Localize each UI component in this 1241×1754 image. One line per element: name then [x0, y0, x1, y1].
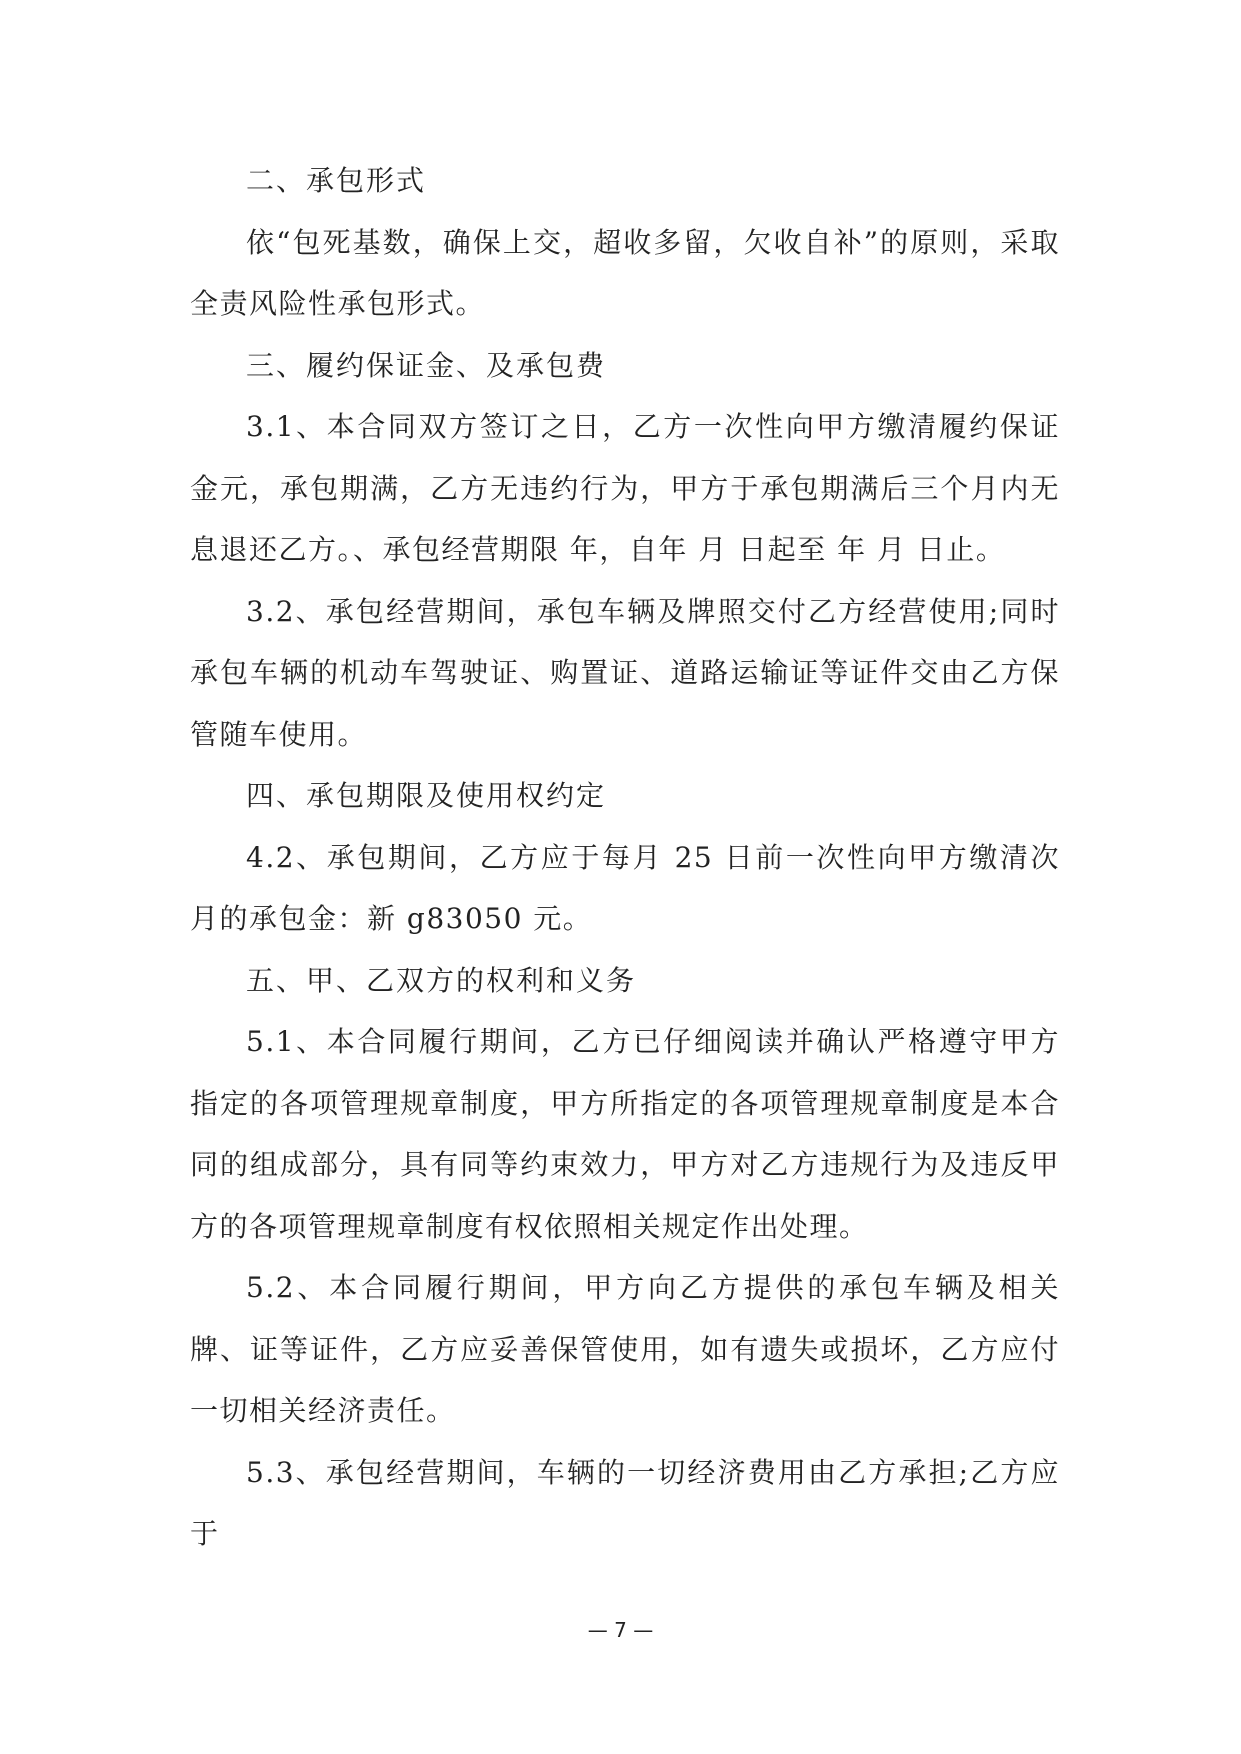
section-heading: 四、承包期限及使用权约定: [246, 779, 607, 812]
page-number: — 7 —: [587, 1618, 654, 1642]
clause-paragraph: 5.1、本合同履行期间，乙方已仔细阅读并确认严格遵守甲方指定的各项管理规章制度，甲方所指定的各项管理规章制度是本合同的组成部分，具有同等约束效力，甲方对乙方违规行为及违反甲方的各项管理规章制度有权依照相关规定作出处理。: [190, 1025, 1060, 1243]
paragraph: 依“包死基数，确保上交，超收多留，欠收自补”的原则，采取全责风险性承包形式。: [190, 225, 1060, 320]
section-heading: 五、甲、乙双方的权利和义务: [246, 963, 637, 997]
clause-paragraph: 3.1、本合同双方签订之日，乙方一次性向甲方缴清履约保证金元，承包期满，乙方无违约行为，甲方于承包期满后三个月内无息退还乙方。、承包经营期限 年，自年 月 日起至 年 月 日止。: [190, 410, 1060, 566]
clause-paragraph: 3.2、承包经营期间，承包车辆及牌照交付乙方经营使用;同时承包车辆的机动车驾驶证、购置证、道路运输证等证件交由乙方保管随车使用。: [190, 594, 1060, 751]
section-heading: 二、承包形式: [246, 164, 427, 197]
clause-paragraph: 5.2、本合同履行期间，甲方向乙方提供的承包车辆及相关牌、证等证件，乙方应妥善保管使用，如有遗失或损坏，乙方应付一切相关经济责任。: [190, 1271, 1060, 1427]
document-body: [190, 150, 1060, 1565]
section-heading: 三、履约保证金、及承包费: [246, 348, 607, 382]
clause-paragraph: 4.2、承包期间，乙方应于每月 25 日前一次性向甲方缴清次月的承包金：新 g83050 元。: [190, 840, 1060, 935]
clause-paragraph: 5.3、承包经营期间，车辆的一切经济费用由乙方承担;乙方应于: [190, 1455, 1060, 1550]
